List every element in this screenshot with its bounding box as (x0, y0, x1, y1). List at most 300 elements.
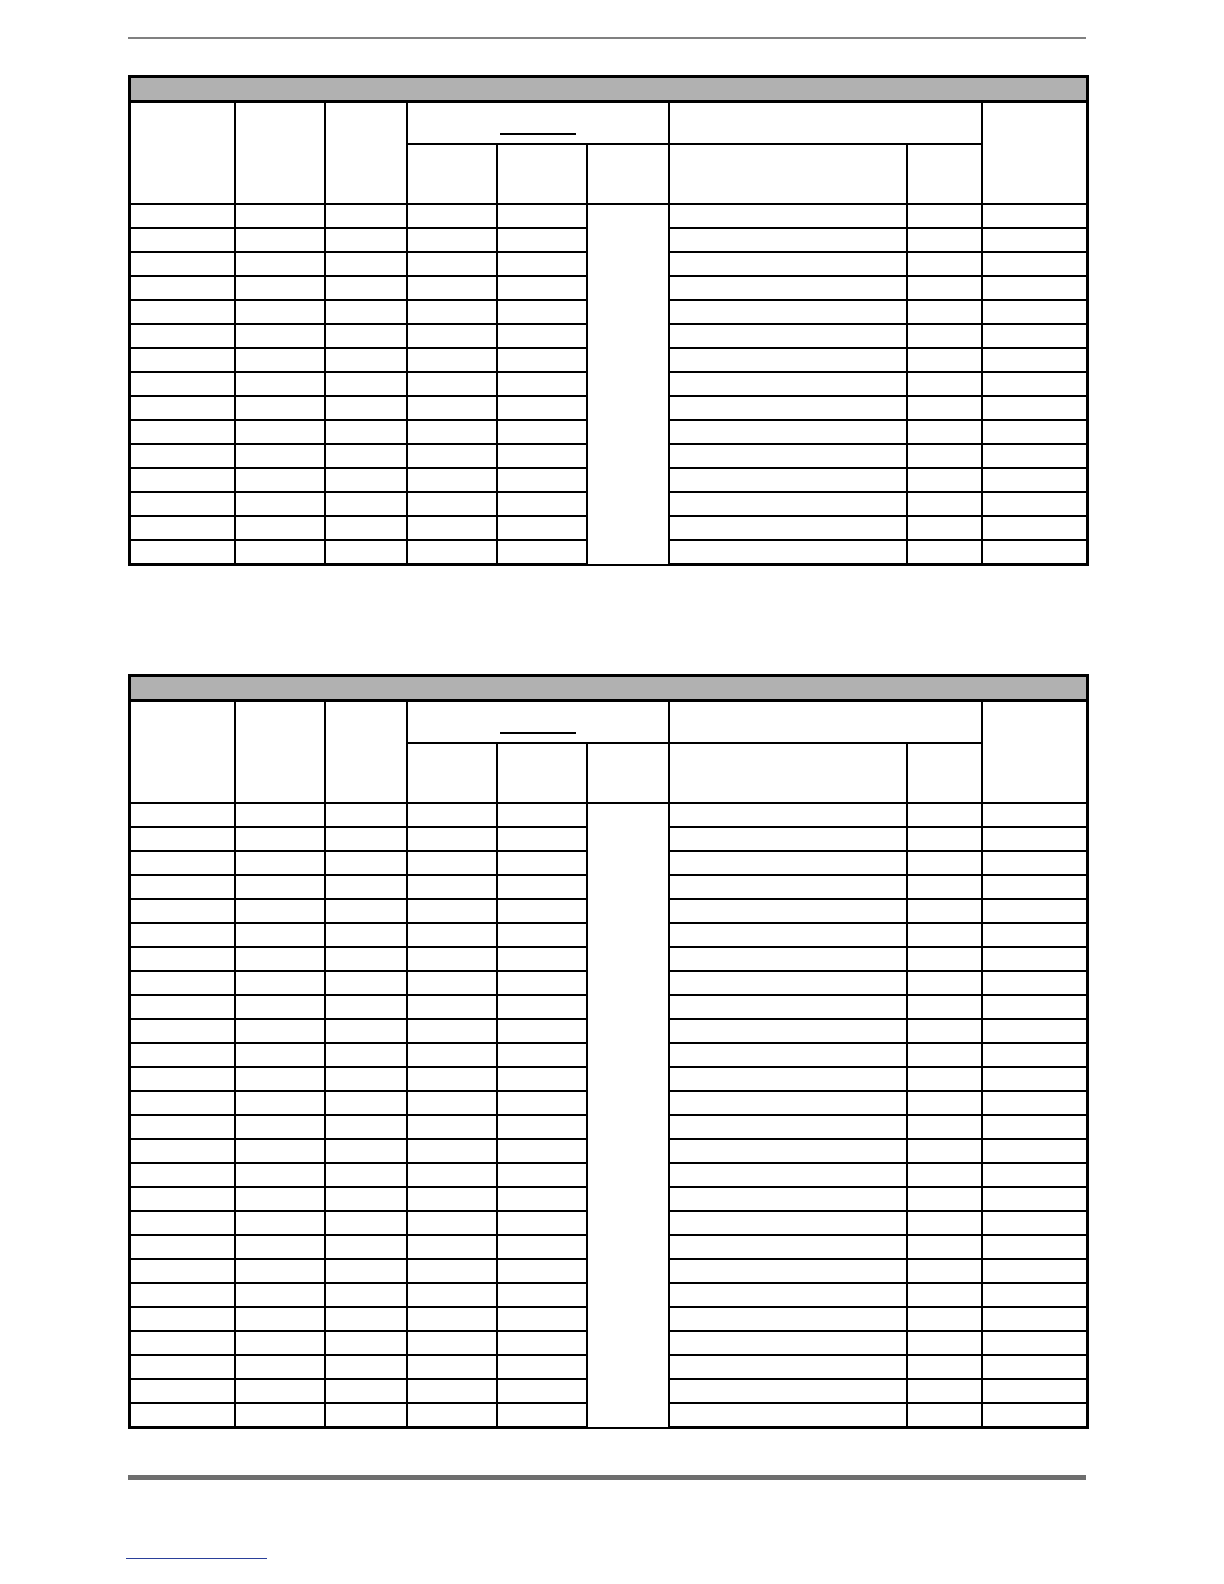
table-cell[interactable] (907, 971, 982, 995)
table-cell[interactable] (907, 540, 982, 565)
table-cell[interactable] (907, 827, 982, 851)
table-cell[interactable] (982, 875, 1088, 899)
table-cell[interactable] (407, 971, 497, 995)
table-cell[interactable] (669, 1259, 907, 1283)
table-cell[interactable] (407, 1163, 497, 1187)
table-cell[interactable] (325, 1139, 407, 1163)
table-cell[interactable] (497, 1379, 587, 1403)
table-cell[interactable] (497, 1163, 587, 1187)
table-cell[interactable] (497, 1331, 587, 1355)
table-cell[interactable] (407, 540, 497, 565)
table-cell[interactable] (407, 1235, 497, 1259)
table-cell[interactable] (325, 1163, 407, 1187)
table-cell[interactable] (497, 444, 587, 468)
table-cell[interactable] (982, 1211, 1088, 1235)
table-cell[interactable] (669, 300, 907, 324)
merged-cell[interactable] (587, 204, 669, 565)
table-cell[interactable] (497, 252, 587, 276)
table-cell[interactable] (497, 372, 587, 396)
table-cell[interactable] (669, 1115, 907, 1139)
table-cell[interactable] (325, 540, 407, 565)
table-cell[interactable] (907, 947, 982, 971)
table-cell[interactable] (130, 276, 235, 300)
table-cell[interactable] (669, 899, 907, 923)
table-cell[interactable] (982, 1403, 1088, 1428)
table-cell[interactable] (497, 1403, 587, 1428)
table-cell[interactable] (982, 396, 1088, 420)
table-cell[interactable] (982, 204, 1088, 228)
table-cell[interactable] (907, 1283, 982, 1307)
table-cell[interactable] (669, 1187, 907, 1211)
table-cell[interactable] (982, 1091, 1088, 1115)
table-cell[interactable] (407, 252, 497, 276)
table-cell[interactable] (497, 1211, 587, 1235)
table-cell[interactable] (235, 228, 325, 252)
table-cell[interactable] (982, 1019, 1088, 1043)
table-cell[interactable] (130, 468, 235, 492)
table-cell[interactable] (669, 204, 907, 228)
table-cell[interactable] (982, 372, 1088, 396)
table-cell[interactable] (407, 1307, 497, 1331)
table-cell[interactable] (130, 1019, 235, 1043)
table-cell[interactable] (407, 803, 497, 827)
table-cell[interactable] (325, 492, 407, 516)
table-cell[interactable] (907, 1091, 982, 1115)
table-cell[interactable] (907, 1403, 982, 1428)
table-cell[interactable] (235, 1403, 325, 1428)
table-cell[interactable] (325, 252, 407, 276)
table-cell[interactable] (907, 228, 982, 252)
table-cell[interactable] (982, 1067, 1088, 1091)
table-cell[interactable] (907, 1115, 982, 1139)
table-cell[interactable] (497, 1019, 587, 1043)
table-cell[interactable] (982, 276, 1088, 300)
table-cell[interactable] (407, 1283, 497, 1307)
table-cell[interactable] (982, 1043, 1088, 1067)
table-cell[interactable] (235, 516, 325, 540)
table-cell[interactable] (130, 899, 235, 923)
table-cell[interactable] (982, 1379, 1088, 1403)
table-cell[interactable] (669, 995, 907, 1019)
table-cell[interactable] (130, 420, 235, 444)
table-cell[interactable] (235, 444, 325, 468)
table-cell[interactable] (497, 204, 587, 228)
table-cell[interactable] (497, 468, 587, 492)
table-cell[interactable] (235, 324, 325, 348)
table-cell[interactable] (235, 827, 325, 851)
table-cell[interactable] (669, 540, 907, 565)
table-cell[interactable] (982, 252, 1088, 276)
table-cell[interactable] (982, 324, 1088, 348)
table-cell[interactable] (130, 1187, 235, 1211)
table-cell[interactable] (907, 851, 982, 875)
table-cell[interactable] (407, 1043, 497, 1067)
table-cell[interactable] (325, 1331, 407, 1355)
table-cell[interactable] (130, 803, 235, 827)
table-cell[interactable] (407, 1139, 497, 1163)
table-cell[interactable] (982, 971, 1088, 995)
table-cell[interactable] (235, 372, 325, 396)
table-cell[interactable] (497, 300, 587, 324)
table-cell[interactable] (669, 1211, 907, 1235)
table-cell[interactable] (235, 1067, 325, 1091)
table-cell[interactable] (407, 899, 497, 923)
table-cell[interactable] (669, 1163, 907, 1187)
table-cell[interactable] (982, 827, 1088, 851)
table-cell[interactable] (235, 1043, 325, 1067)
table-cell[interactable] (669, 1355, 907, 1379)
table-cell[interactable] (407, 324, 497, 348)
table-cell[interactable] (325, 947, 407, 971)
table-cell[interactable] (325, 803, 407, 827)
table-cell[interactable] (130, 971, 235, 995)
table-cell[interactable] (907, 1067, 982, 1091)
table-cell[interactable] (907, 1139, 982, 1163)
table-cell[interactable] (235, 875, 325, 899)
table-cell[interactable] (669, 516, 907, 540)
table-cell[interactable] (669, 492, 907, 516)
table-cell[interactable] (130, 228, 235, 252)
table-cell[interactable] (235, 1091, 325, 1115)
table-cell[interactable] (907, 492, 982, 516)
table-cell[interactable] (325, 827, 407, 851)
table-cell[interactable] (982, 540, 1088, 565)
table-cell[interactable] (669, 971, 907, 995)
table-cell[interactable] (982, 899, 1088, 923)
table-cell[interactable] (325, 1091, 407, 1115)
table-cell[interactable] (130, 875, 235, 899)
table-cell[interactable] (130, 1379, 235, 1403)
table-cell[interactable] (235, 492, 325, 516)
table-cell[interactable] (907, 372, 982, 396)
table-cell[interactable] (325, 1259, 407, 1283)
table-cell[interactable] (497, 875, 587, 899)
table-cell[interactable] (235, 1283, 325, 1307)
table-cell[interactable] (407, 1379, 497, 1403)
table-cell[interactable] (669, 468, 907, 492)
table-cell[interactable] (407, 1187, 497, 1211)
table-cell[interactable] (407, 851, 497, 875)
table-cell[interactable] (130, 372, 235, 396)
table-cell[interactable] (235, 204, 325, 228)
table-cell[interactable] (497, 1115, 587, 1139)
table-cell[interactable] (982, 851, 1088, 875)
table-cell[interactable] (669, 875, 907, 899)
table-cell[interactable] (907, 923, 982, 947)
table-cell[interactable] (235, 947, 325, 971)
table-cell[interactable] (907, 204, 982, 228)
table-cell[interactable] (982, 348, 1088, 372)
table-cell[interactable] (669, 396, 907, 420)
table-cell[interactable] (407, 947, 497, 971)
table-cell[interactable] (669, 803, 907, 827)
table-cell[interactable] (407, 827, 497, 851)
table-cell[interactable] (130, 1355, 235, 1379)
table-cell[interactable] (907, 444, 982, 468)
table-cell[interactable] (497, 1235, 587, 1259)
table-cell[interactable] (407, 372, 497, 396)
table-cell[interactable] (982, 492, 1088, 516)
table-cell[interactable] (235, 995, 325, 1019)
table-cell[interactable] (407, 1067, 497, 1091)
table-cell[interactable] (669, 1379, 907, 1403)
table-cell[interactable] (407, 468, 497, 492)
table-cell[interactable] (907, 1211, 982, 1235)
table-cell[interactable] (982, 516, 1088, 540)
table-cell[interactable] (407, 420, 497, 444)
table-cell[interactable] (407, 1259, 497, 1283)
table-cell[interactable] (907, 1019, 982, 1043)
table-cell[interactable] (497, 348, 587, 372)
table-cell[interactable] (982, 923, 1088, 947)
table-cell[interactable] (407, 1331, 497, 1355)
table-cell[interactable] (669, 1331, 907, 1355)
table-cell[interactable] (130, 348, 235, 372)
table-cell[interactable] (982, 300, 1088, 324)
table-cell[interactable] (130, 1235, 235, 1259)
table-cell[interactable] (497, 228, 587, 252)
table-cell[interactable] (497, 1091, 587, 1115)
table-cell[interactable] (130, 851, 235, 875)
table-cell[interactable] (325, 1115, 407, 1139)
table-cell[interactable] (235, 468, 325, 492)
table-cell[interactable] (497, 1067, 587, 1091)
table-cell[interactable] (982, 444, 1088, 468)
table-cell[interactable] (325, 516, 407, 540)
table-cell[interactable] (982, 1187, 1088, 1211)
table-cell[interactable] (407, 516, 497, 540)
table-cell[interactable] (497, 492, 587, 516)
table-cell[interactable] (325, 420, 407, 444)
table-cell[interactable] (130, 516, 235, 540)
table-cell[interactable] (669, 228, 907, 252)
table-cell[interactable] (982, 803, 1088, 827)
table-cell[interactable] (325, 1379, 407, 1403)
table-cell[interactable] (907, 1163, 982, 1187)
table-cell[interactable] (669, 252, 907, 276)
table-cell[interactable] (325, 1187, 407, 1211)
table-cell[interactable] (325, 1283, 407, 1307)
table-cell[interactable] (325, 372, 407, 396)
table-cell[interactable] (982, 1115, 1088, 1139)
table-cell[interactable] (497, 1283, 587, 1307)
table-cell[interactable] (130, 300, 235, 324)
table-cell[interactable] (907, 1379, 982, 1403)
table-cell[interactable] (907, 1043, 982, 1067)
table-cell[interactable] (235, 1259, 325, 1283)
table-cell[interactable] (982, 1163, 1088, 1187)
table-cell[interactable] (669, 1019, 907, 1043)
table-cell[interactable] (130, 1043, 235, 1067)
table-cell[interactable] (235, 899, 325, 923)
table-cell[interactable] (407, 396, 497, 420)
table-cell[interactable] (497, 540, 587, 565)
table-cell[interactable] (907, 420, 982, 444)
table-cell[interactable] (325, 875, 407, 899)
table-cell[interactable] (907, 276, 982, 300)
table-cell[interactable] (325, 1235, 407, 1259)
table-cell[interactable] (497, 1307, 587, 1331)
table-cell[interactable] (130, 995, 235, 1019)
table-cell[interactable] (982, 947, 1088, 971)
table-cell[interactable] (235, 1187, 325, 1211)
merged-cell[interactable] (587, 803, 669, 1428)
table-cell[interactable] (497, 1139, 587, 1163)
table-cell[interactable] (325, 468, 407, 492)
table-cell[interactable] (407, 276, 497, 300)
table-cell[interactable] (325, 1211, 407, 1235)
table-cell[interactable] (982, 1283, 1088, 1307)
table-cell[interactable] (130, 1211, 235, 1235)
table-cell[interactable] (497, 851, 587, 875)
table-cell[interactable] (497, 396, 587, 420)
table-cell[interactable] (325, 276, 407, 300)
table-cell[interactable] (982, 1331, 1088, 1355)
table-cell[interactable] (325, 1067, 407, 1091)
table-cell[interactable] (407, 1403, 497, 1428)
table-cell[interactable] (497, 1259, 587, 1283)
table-cell[interactable] (130, 396, 235, 420)
table-cell[interactable] (407, 1019, 497, 1043)
table-cell[interactable] (235, 1235, 325, 1259)
table-cell[interactable] (907, 324, 982, 348)
table-cell[interactable] (982, 1259, 1088, 1283)
table-cell[interactable] (497, 971, 587, 995)
table-cell[interactable] (669, 348, 907, 372)
table-cell[interactable] (907, 1235, 982, 1259)
table-cell[interactable] (982, 995, 1088, 1019)
table-cell[interactable] (325, 444, 407, 468)
table-cell[interactable] (325, 923, 407, 947)
table-cell[interactable] (907, 348, 982, 372)
table-cell[interactable] (325, 204, 407, 228)
table-cell[interactable] (669, 1235, 907, 1259)
table-cell[interactable] (907, 396, 982, 420)
table-cell[interactable] (130, 1259, 235, 1283)
table-cell[interactable] (407, 1115, 497, 1139)
table-cell[interactable] (235, 276, 325, 300)
table-cell[interactable] (907, 300, 982, 324)
table-cell[interactable] (669, 1067, 907, 1091)
table-cell[interactable] (982, 228, 1088, 252)
table-cell[interactable] (497, 995, 587, 1019)
table-cell[interactable] (497, 899, 587, 923)
table-cell[interactable] (325, 971, 407, 995)
table-cell[interactable] (130, 1115, 235, 1139)
table-cell[interactable] (669, 1091, 907, 1115)
table-cell[interactable] (235, 1355, 325, 1379)
table-cell[interactable] (497, 1187, 587, 1211)
footer-link-underline[interactable] (126, 1558, 267, 1559)
table-cell[interactable] (130, 252, 235, 276)
table-cell[interactable] (907, 252, 982, 276)
table-cell[interactable] (669, 372, 907, 396)
table-cell[interactable] (130, 540, 235, 565)
table-cell[interactable] (407, 300, 497, 324)
table-cell[interactable] (235, 1115, 325, 1139)
table-cell[interactable] (907, 1355, 982, 1379)
table-cell[interactable] (325, 995, 407, 1019)
table-cell[interactable] (130, 923, 235, 947)
table-cell[interactable] (407, 923, 497, 947)
table-cell[interactable] (130, 1091, 235, 1115)
table-cell[interactable] (497, 1043, 587, 1067)
table-cell[interactable] (407, 1091, 497, 1115)
table-cell[interactable] (130, 1163, 235, 1187)
table-cell[interactable] (669, 1283, 907, 1307)
table-cell[interactable] (907, 1331, 982, 1355)
table-cell[interactable] (130, 1283, 235, 1307)
table-cell[interactable] (325, 300, 407, 324)
table-cell[interactable] (325, 1403, 407, 1428)
table-cell[interactable] (669, 276, 907, 300)
table-cell[interactable] (497, 923, 587, 947)
table-cell[interactable] (982, 1355, 1088, 1379)
table-cell[interactable] (497, 803, 587, 827)
table-cell[interactable] (497, 516, 587, 540)
table-cell[interactable] (907, 516, 982, 540)
table-cell[interactable] (235, 923, 325, 947)
table-cell[interactable] (130, 1403, 235, 1428)
table-cell[interactable] (235, 1211, 325, 1235)
table-cell[interactable] (407, 228, 497, 252)
table-cell[interactable] (982, 1139, 1088, 1163)
table-cell[interactable] (325, 1307, 407, 1331)
table-cell[interactable] (235, 252, 325, 276)
table-cell[interactable] (669, 1043, 907, 1067)
table-cell[interactable] (669, 1139, 907, 1163)
table-cell[interactable] (669, 324, 907, 348)
table-cell[interactable] (497, 324, 587, 348)
table-cell[interactable] (325, 899, 407, 923)
table-cell[interactable] (907, 468, 982, 492)
table-cell[interactable] (407, 348, 497, 372)
table-cell[interactable] (235, 348, 325, 372)
table-cell[interactable] (907, 1187, 982, 1211)
table-cell[interactable] (130, 827, 235, 851)
table-cell[interactable] (907, 899, 982, 923)
table-cell[interactable] (669, 1307, 907, 1331)
table-cell[interactable] (497, 827, 587, 851)
table-cell[interactable] (130, 444, 235, 468)
table-cell[interactable] (130, 204, 235, 228)
table-cell[interactable] (235, 1163, 325, 1187)
table-cell[interactable] (235, 851, 325, 875)
table-cell[interactable] (325, 348, 407, 372)
table-cell[interactable] (235, 1307, 325, 1331)
table-cell[interactable] (497, 947, 587, 971)
table-cell[interactable] (407, 995, 497, 1019)
table-cell[interactable] (907, 1307, 982, 1331)
table-cell[interactable] (235, 396, 325, 420)
table-cell[interactable] (669, 420, 907, 444)
table-cell[interactable] (407, 204, 497, 228)
table-cell[interactable] (407, 444, 497, 468)
table-cell[interactable] (497, 420, 587, 444)
table-cell[interactable] (325, 324, 407, 348)
table-cell[interactable] (235, 803, 325, 827)
table-cell[interactable] (669, 923, 907, 947)
table-cell[interactable] (235, 300, 325, 324)
table-cell[interactable] (235, 971, 325, 995)
table-cell[interactable] (407, 875, 497, 899)
table-cell[interactable] (669, 827, 907, 851)
table-cell[interactable] (235, 1379, 325, 1403)
table-cell[interactable] (130, 1067, 235, 1091)
table-cell[interactable] (407, 492, 497, 516)
table-cell[interactable] (325, 1043, 407, 1067)
table-cell[interactable] (907, 803, 982, 827)
